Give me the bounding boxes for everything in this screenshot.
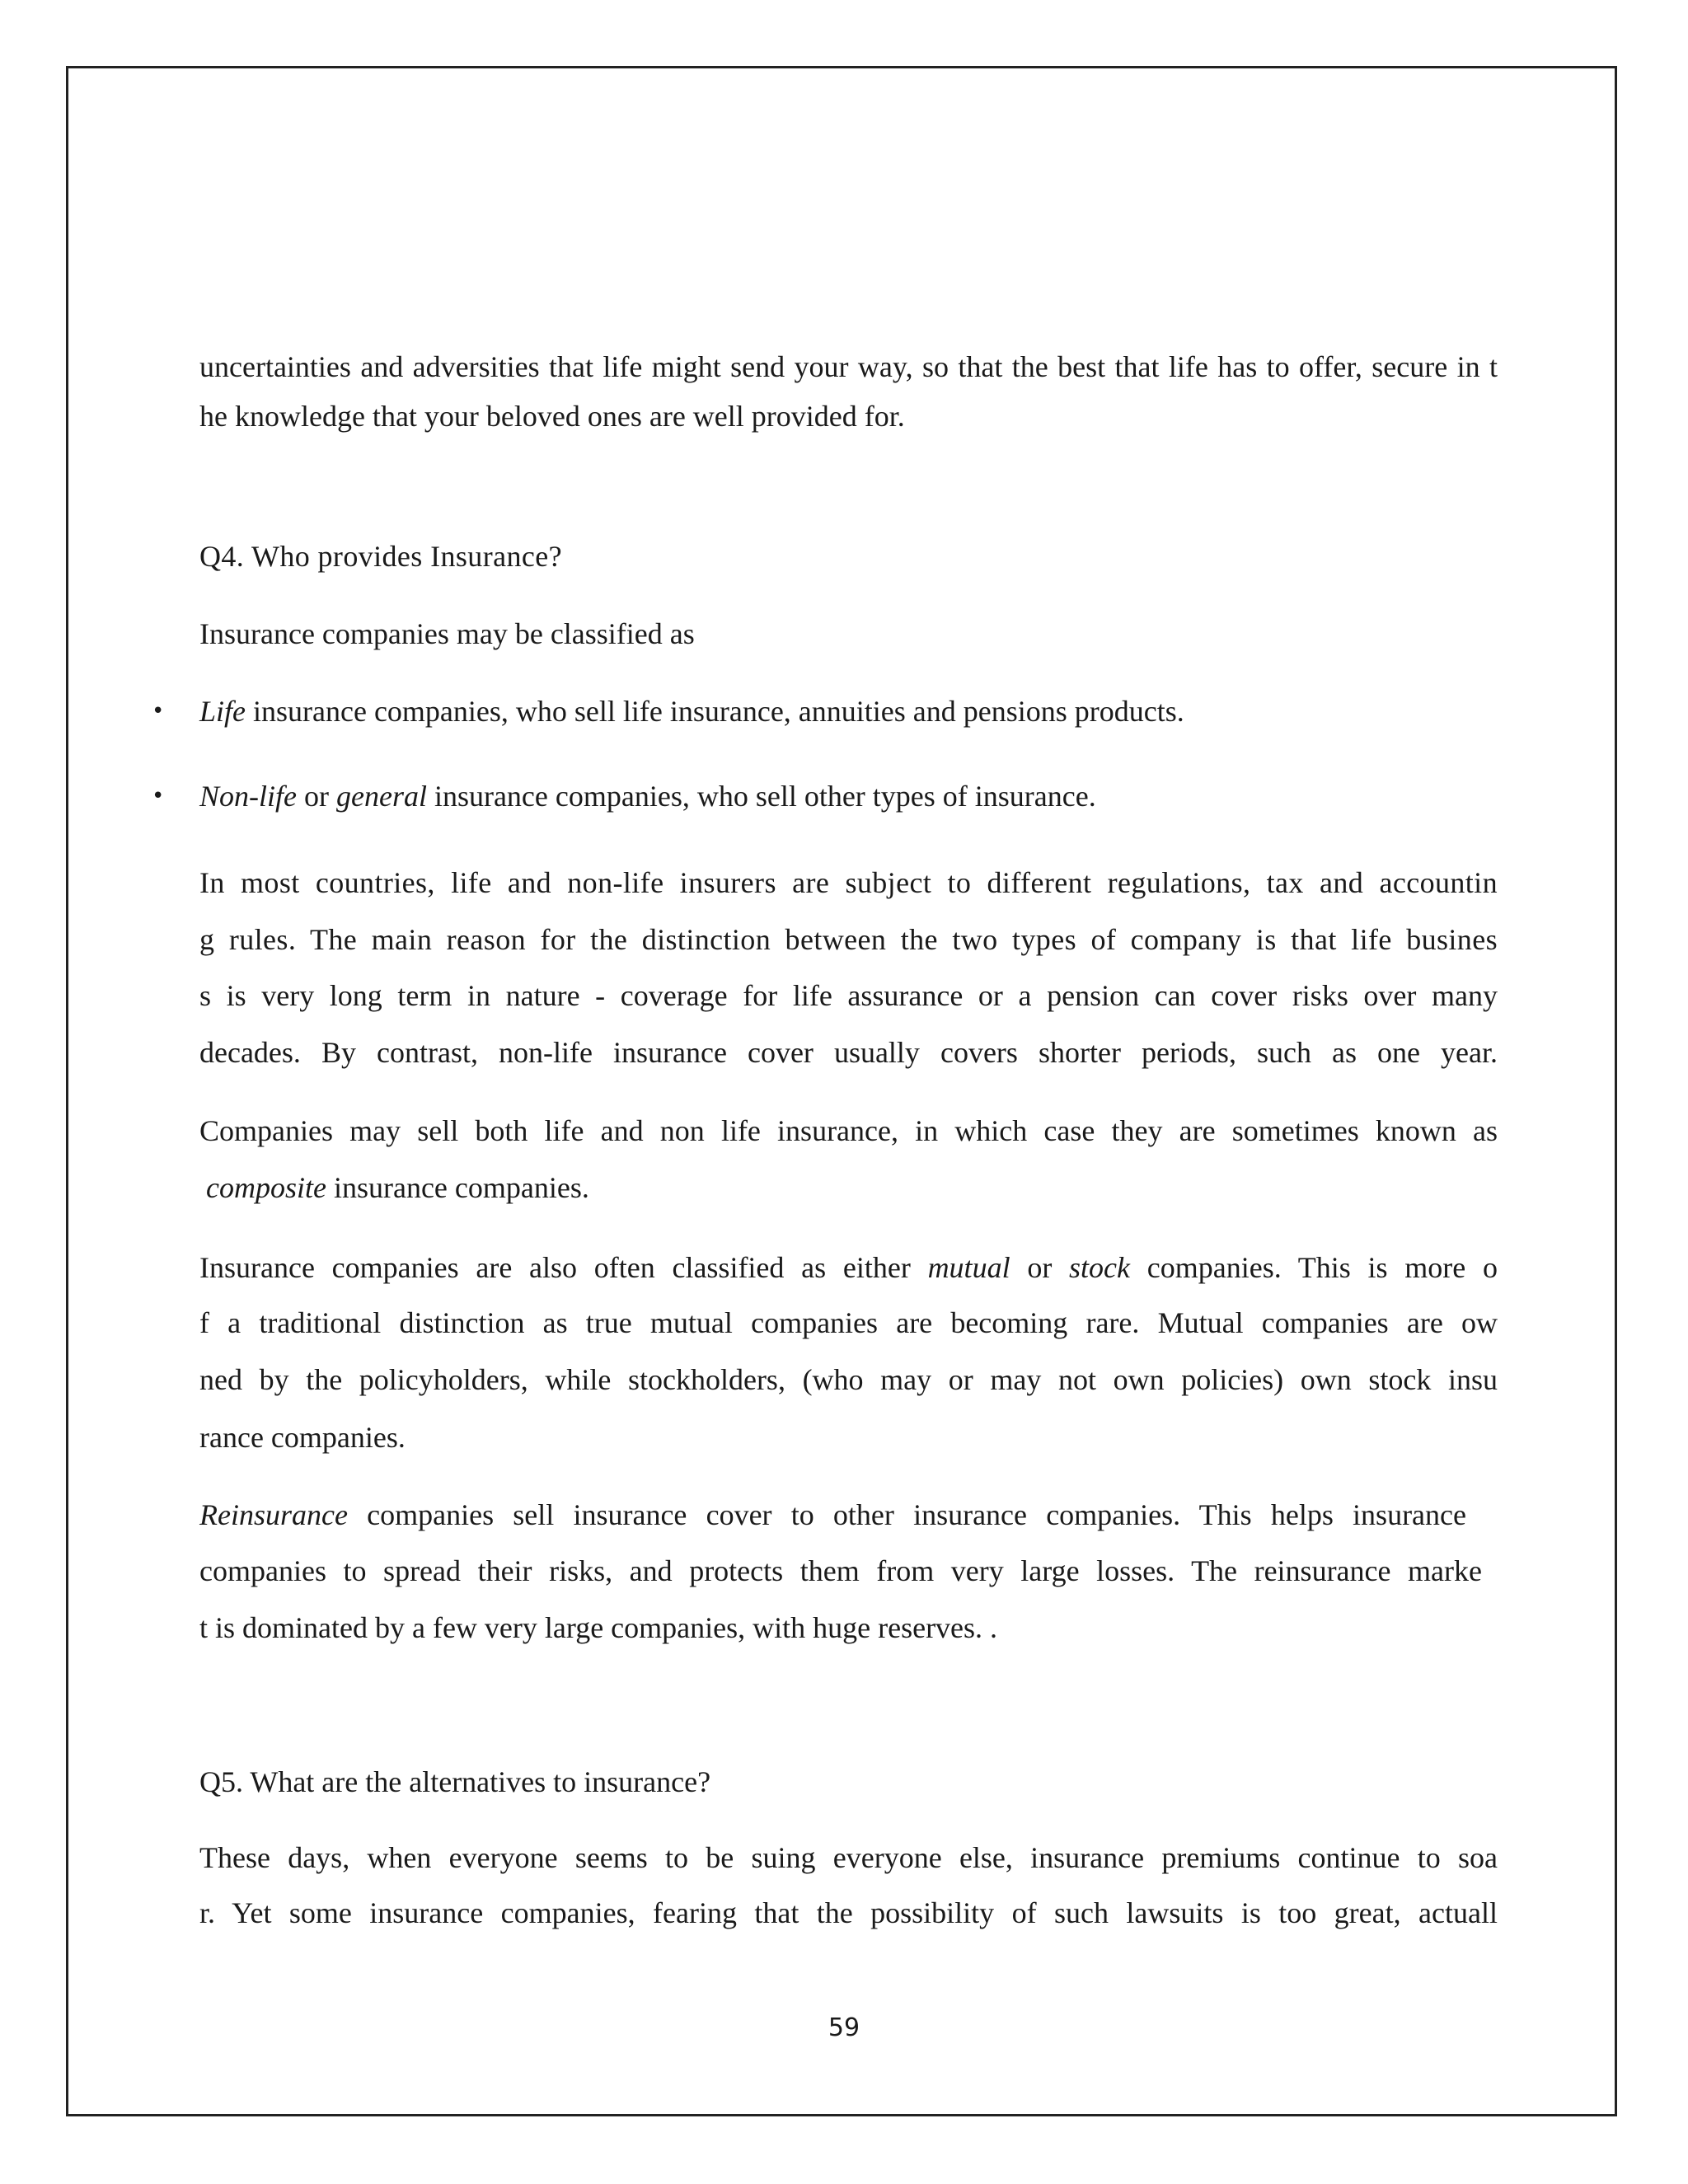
text-line: he knowledge that your beloved ones are well provided for. xyxy=(199,400,905,433)
text-line: ned by the policyholders, while stockholders, (who may or may not own policies) own stock insu xyxy=(199,1363,1498,1396)
page-number: 59 xyxy=(828,2013,860,2042)
bullet-text: insurance companies, who sell other types of insurance. xyxy=(426,780,1096,813)
text-line: s is very long term in nature - coverage for life assurance or a pension can cover risks over many xyxy=(199,979,1498,1012)
bullet-icon: • xyxy=(152,699,165,724)
text-span: companies sell insurance cover to other insurance companies. This helps insurance xyxy=(347,1498,1466,1531)
text-line: t is dominated by a few very large companies, with huge reserves. . xyxy=(199,1611,998,1644)
text-line: rance companies. xyxy=(199,1421,406,1454)
text-span: Insurance companies are also often classified as either xyxy=(199,1251,928,1284)
text-line: uncertainties and adversities that life might send your way, so that the best that life has to offer, secure in t xyxy=(199,350,1498,383)
italic-term: Non-life xyxy=(199,780,297,813)
text-line: r. Yet some insurance companies, fearing that the possibility of such lawsuits is too great, actuall xyxy=(199,1896,1498,1929)
text-line: decades. By contrast, non-life insurance cover usually covers shorter periods, such as one year. xyxy=(199,1036,1498,1069)
text-line: Insurance companies may be classified as xyxy=(199,617,695,650)
text-line xyxy=(199,1251,1498,1284)
text-line: In most countries, life and non-life insurers are subject to different regulations, tax and accountin xyxy=(199,866,1498,899)
text-line: g rules. The main reason for the distinction between the two types of company is that life busines xyxy=(199,923,1498,956)
text-line: These days, when everyone seems to be suing everyone else, insurance premiums continue to soa xyxy=(199,1841,1498,1874)
text-line: f a traditional distinction as true mutual companies are becoming rare. Mutual companies are ow xyxy=(199,1306,1498,1339)
text-line xyxy=(199,1498,1466,1531)
bullet-text: insurance companies, who sell life insurance, annuities and pensions products. xyxy=(246,695,1184,728)
bullet-icon: • xyxy=(152,784,165,808)
italic-term: Life xyxy=(199,695,246,728)
italic-term: general xyxy=(335,780,427,813)
bullet-item xyxy=(152,695,1184,728)
question-heading: Q5. What are the alternatives to insurance? xyxy=(199,1765,711,1798)
italic-term: stock xyxy=(1069,1251,1131,1284)
text-line: Companies may sell both life and non life insurance, in which case they are sometimes known as xyxy=(199,1114,1498,1147)
italic-term: Reinsurance xyxy=(199,1498,348,1531)
text-line: companies to spread their risks, and protects them from very large losses. The reinsurance marke xyxy=(199,1554,1482,1587)
text-line xyxy=(206,1171,589,1204)
italic-term: composite xyxy=(206,1171,326,1204)
question-heading: Q4. Who provides Insurance? xyxy=(199,540,563,573)
text-span: or xyxy=(1010,1251,1070,1284)
text-span: insurance companies. xyxy=(326,1171,589,1204)
text-span: companies. This is more o xyxy=(1130,1251,1498,1284)
italic-term: mutual xyxy=(927,1251,1010,1284)
bullet-text: or xyxy=(296,780,336,813)
bullet-item xyxy=(152,780,1096,813)
